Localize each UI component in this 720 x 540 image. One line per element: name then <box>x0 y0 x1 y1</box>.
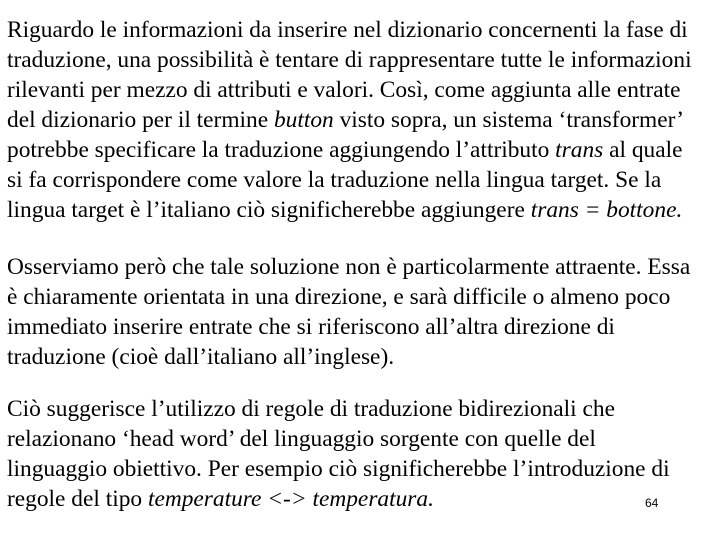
text-run: del dizionario per il termine <box>7 107 274 133</box>
text-run: visto sopra, un sistema ‘transformer’ <box>333 107 685 133</box>
text-run: immediato inserire entrate che si riferiscono all’altra direzione di <box>7 314 615 340</box>
italic-term: temperature <-> temperatura. <box>147 486 434 512</box>
text-line <box>7 195 719 225</box>
paragraph-solution-critique <box>7 252 719 372</box>
text-line <box>7 45 719 75</box>
italic-term: trans <box>555 137 604 163</box>
text-line <box>7 135 719 165</box>
text-run: potrebbe specificare la traduzione aggiungendo l’attributo <box>7 137 556 163</box>
text-line <box>7 454 719 484</box>
italic-term: button <box>273 107 334 133</box>
text-line <box>7 484 719 514</box>
text-run: è chiaramente orientata in una direzione, e sarà difficile o almeno poco <box>7 284 671 310</box>
italic-term: trans = bottone. <box>530 197 683 223</box>
text-run: traduzione, una possibilità è tentare di rappresentare tutte le informazioni <box>7 47 692 73</box>
text-run: rilevanti per mezzo di attributi e valori. Così, come aggiunta alle entrate <box>7 77 681 103</box>
text-line <box>7 282 719 312</box>
text-run: Riguardo le informazioni da inserire nel dizionario concernenti la fase di <box>7 17 688 43</box>
text-line <box>7 165 719 195</box>
text-line <box>7 394 719 424</box>
text-run: si fa corrispondere come valore la traduzione nella lingua target. Se la <box>7 167 662 193</box>
page-number: 64 <box>645 496 659 510</box>
text-run: regole del tipo <box>7 486 148 512</box>
text-run: linguaggio obiettivo. Per esempio ciò significherebbe l’introduzione di <box>7 456 670 482</box>
text-line <box>7 424 719 454</box>
text-run: lingua target è l’italiano ciò significherebbe aggiungere <box>7 197 531 223</box>
text-line <box>7 75 719 105</box>
text-line <box>7 15 719 45</box>
text-run: Osserviamo però che tale soluzione non è particolarmente attraente. Essa <box>7 254 691 280</box>
text-line <box>7 252 719 282</box>
text-run: al quale <box>603 137 683 163</box>
paragraph-dictionary-translation-attributes <box>7 15 719 225</box>
text-line <box>7 312 719 342</box>
text-run: traduzione (cioè dall’italiano all’inglese). <box>7 344 395 370</box>
text-run: relazionano ‘head word’ del linguaggio sorgente con quelle del <box>7 426 596 452</box>
text-line <box>7 105 719 135</box>
text-run: Ciò suggerisce l’utilizzo di regole di traduzione bidirezionali che <box>7 396 615 422</box>
paragraph-bidirectional-rules <box>7 394 719 514</box>
text-line <box>7 342 719 372</box>
